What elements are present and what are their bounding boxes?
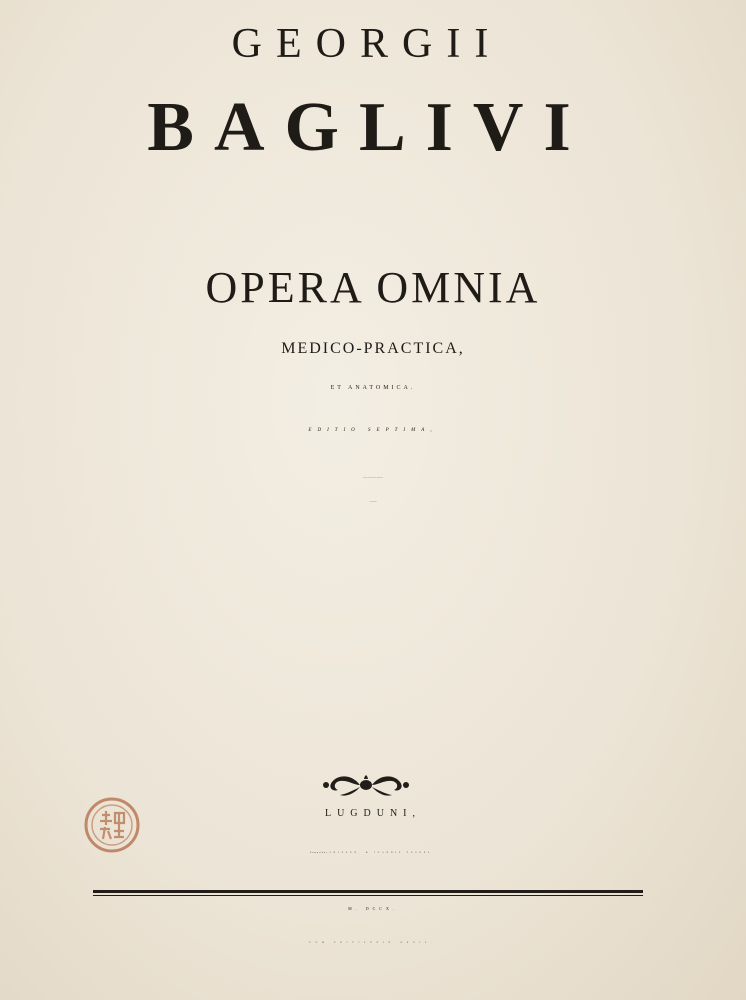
imprint-rule-thin <box>93 895 643 896</box>
imprint-place: LUGDUNI, <box>324 808 422 819</box>
edition-statement: EDITIO SEPTIMA, <box>308 428 438 433</box>
author-first-name: GEORGII <box>231 21 503 67</box>
publisher-prefix: Sumptibus <box>310 852 328 854</box>
imprint-rule-thick <box>93 890 643 893</box>
subtitle-line-2: ET ANATOMICA. <box>330 385 416 391</box>
contents-intro-line-2: Editioni adjunctos <box>369 502 377 503</box>
subtitle-line-1: MEDICO-PRACTICA, <box>281 340 465 357</box>
library-stamp-icon <box>82 795 142 855</box>
publisher-names: ANISSON, & JOANNIS POSUEL. <box>329 852 436 854</box>
privilege-statement: CUM PRIVILEGIO REGIS. <box>309 942 437 944</box>
contents-intro-line-1: Cui præter Dissertationes, & alios Tractatus sextæ <box>362 478 384 479</box>
imprint-publisher <box>0 852 746 854</box>
imprint-year: M. DCCX. <box>348 906 398 911</box>
fleuron-icon <box>318 770 414 800</box>
author-last-name: BAGLIVI <box>147 89 591 166</box>
main-title: OPERA OMNIA <box>205 263 541 312</box>
